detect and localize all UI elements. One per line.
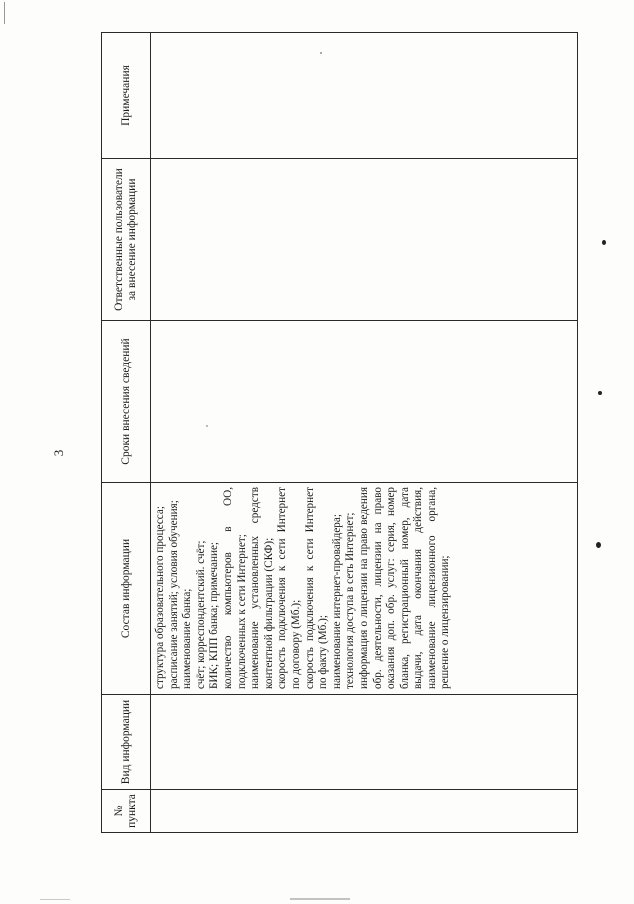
composition-item: наименование банка; [181, 588, 194, 689]
composition-item: наименование интернет-провайдера; [330, 514, 343, 689]
scan-speck [602, 240, 606, 245]
composition-item: информация о лицензии на право ведения обр. деятельности, лицензии на право оказания доп. обр. услуг: серия, номер бланка, регистрационный номер, дата выдачи, дата окончания действия, наименование лицензионного органа, решение о лицензировании; [357, 487, 452, 689]
header-item-number: № пункта [102, 790, 151, 833]
header-notes: Примечания [102, 33, 151, 159]
composition-item: технология доступа в сеть Интернет; [344, 512, 357, 689]
scan-speck [206, 425, 208, 427]
composition-item: наименование установленных средств контентной фильтрации (СКФ); [249, 487, 275, 689]
rotated-table-container [101, 33, 575, 833]
header-info-composition: Состав информации [102, 483, 151, 695]
composition-item: БИК; КПП банка; примечание; [208, 541, 221, 689]
scan-edge-mark [290, 898, 350, 900]
scan-edge-mark [40, 899, 70, 900]
scan-edge-mark [4, 2, 5, 24]
scan-speck [598, 391, 602, 395]
cell-notes [151, 33, 578, 159]
composition-item: расписание занятий; условия обучения; [167, 500, 180, 689]
cell-item-number [151, 790, 578, 833]
composition-list [151, 483, 453, 694]
cell-info-composition [151, 483, 578, 695]
composition-item: структура образовательного процесса; [154, 506, 166, 689]
header-deadlines: Сроки внесения сведений [102, 321, 151, 483]
composition-item: счёт; корреспондентский. счёт; [194, 540, 207, 689]
scan-speck [320, 52, 322, 54]
composition-item: количество компьютеров в ОО, подключенных к сети Интернет; [221, 487, 248, 689]
cell-info-type [151, 695, 578, 790]
header-info-type: Вид информации [102, 695, 151, 790]
table-header-row [102, 33, 151, 833]
information-table [101, 32, 578, 833]
table-row [151, 33, 578, 833]
cell-deadlines [151, 321, 578, 483]
header-responsible-users: Ответственные пользователи за внесение информации [102, 159, 151, 321]
page-number: 3 [51, 449, 66, 457]
scan-speck [596, 542, 601, 548]
composition-item: скорость подключения к сети Интернет по договору (Мб.); [276, 487, 302, 689]
composition-item: скорость подключения к сети Интернет по факту (Мб.); [303, 487, 330, 689]
cell-responsible-users [151, 159, 578, 321]
